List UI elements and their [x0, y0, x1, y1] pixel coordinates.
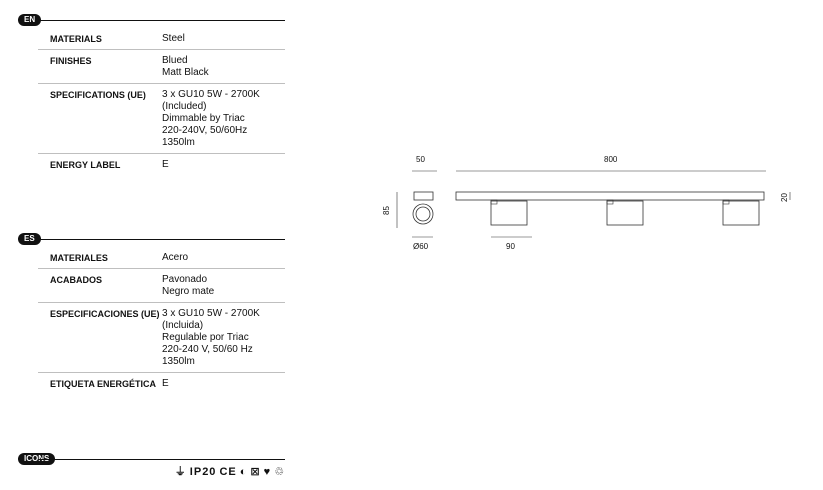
- spec-value: [162, 55, 285, 79]
- es-section: [18, 233, 285, 413]
- spec-value-line: Matt Black: [162, 67, 209, 78]
- weee-bin-icon: ⊠: [250, 466, 261, 478]
- spec-value-line: E: [162, 159, 169, 170]
- ground-icon: ⏚: [174, 466, 187, 478]
- dimmable-icon: ◐: [239, 466, 248, 478]
- spec-value-line: 1350lm: [162, 356, 195, 367]
- side-width-dim: 50: [416, 155, 425, 164]
- spec-label: SPECIFICATIONS (UE): [50, 90, 146, 100]
- es-tag: ES: [18, 233, 41, 245]
- spec-row: [38, 154, 285, 175]
- spec-value-line: E: [162, 378, 169, 389]
- en-section: [18, 14, 285, 184]
- spot-1: [491, 201, 527, 225]
- en-spec-table: [38, 28, 285, 175]
- side-spot-inner: [416, 207, 430, 221]
- es-divider: [38, 239, 285, 240]
- spec-label: ETIQUETA ENERGÉTICA: [50, 379, 157, 389]
- spec-value-line: 220-240 V, 50/60 Hz: [162, 344, 253, 355]
- spec-row: [38, 373, 285, 394]
- spot-3: [723, 201, 759, 225]
- certification-icons: [38, 463, 285, 479]
- spec-row: [38, 303, 285, 373]
- ce-mark-icon: CE: [219, 466, 237, 478]
- recycle-icon: ♲: [274, 466, 285, 478]
- en-divider: [38, 20, 285, 21]
- side-mount-block: [414, 192, 433, 200]
- spec-value-line: 3 x GU10 5W - 2700K: [162, 308, 260, 319]
- spec-value-line: Negro mate: [162, 286, 215, 297]
- spec-label: ACABADOS: [50, 275, 103, 285]
- spec-value-line: Dimmable by Triac: [162, 113, 245, 124]
- spec-value: [162, 274, 285, 298]
- spec-value-line: Acero: [162, 252, 189, 263]
- spec-value: [162, 378, 285, 390]
- spec-label: MATERIALS: [50, 34, 102, 44]
- spec-value: [162, 159, 285, 171]
- technical-drawing: [370, 145, 800, 255]
- spec-label: ESPECIFICACIONES (UE): [50, 309, 160, 319]
- spec-value-line: 3 x GU10 5W - 2700K: [162, 89, 260, 100]
- spec-value-line: (Incluida): [162, 320, 204, 331]
- length-dim: 800: [604, 155, 618, 164]
- spec-value: [162, 33, 285, 45]
- spec-row: [38, 247, 285, 269]
- spec-value-line: Regulable por Triac: [162, 332, 249, 343]
- en-tag: EN: [18, 14, 41, 26]
- spot-dim: 90: [506, 242, 515, 251]
- spec-row: [38, 84, 285, 154]
- spec-value-line: Blued: [162, 55, 188, 66]
- spec-label: ENERGY LABEL: [50, 160, 121, 170]
- spec-label: MATERIALES: [50, 253, 108, 263]
- spec-row: [38, 50, 285, 84]
- spec-value-line: Pavonado: [162, 274, 208, 285]
- icons-section: [18, 453, 285, 483]
- icons-tag: ICONS: [18, 453, 55, 465]
- spec-row: [38, 269, 285, 303]
- spec-value-line: 220-240V, 50/60Hz: [162, 125, 248, 136]
- spec-value-line: Steel: [162, 33, 185, 44]
- ip20-icon: IP20: [189, 466, 217, 478]
- spec-value: [162, 89, 285, 149]
- height-dim: 85: [382, 206, 391, 215]
- led-bulb-icon: ♥: [263, 466, 272, 478]
- spec-label: FINISHES: [50, 56, 92, 66]
- spec-row: [38, 28, 285, 50]
- spec-value-line: 1350lm: [162, 137, 195, 148]
- icons-divider: [38, 459, 285, 460]
- spec-value: [162, 252, 285, 264]
- spec-value-line: (Included): [162, 101, 207, 112]
- diameter-dim: Ø60: [413, 242, 429, 251]
- spot-2: [607, 201, 643, 225]
- es-spec-table: [38, 247, 285, 394]
- rail: [456, 192, 764, 200]
- spec-value: [162, 308, 285, 368]
- rail-dim: 20: [780, 193, 789, 202]
